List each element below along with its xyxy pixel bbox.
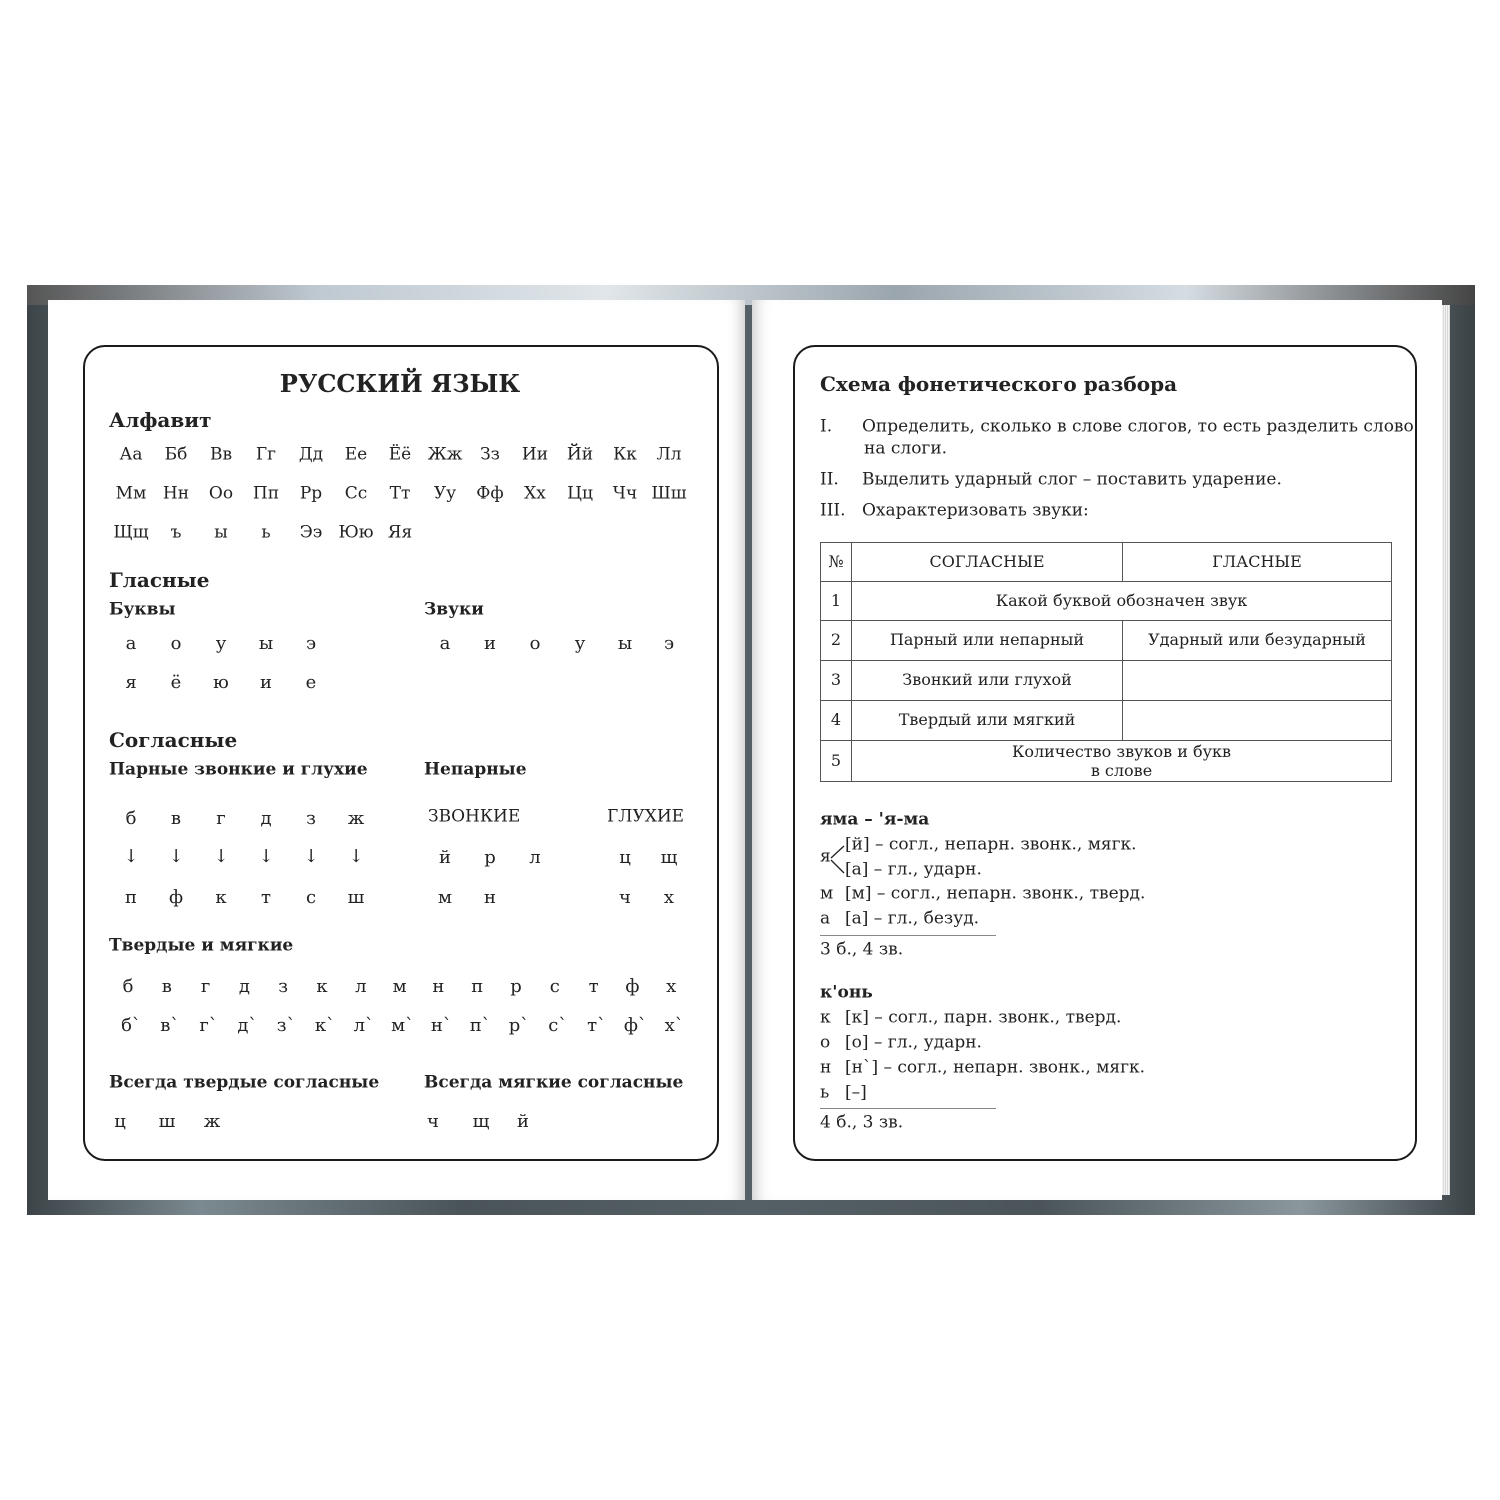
paired-voiced-letter: б <box>125 808 137 829</box>
hard-consonant: к <box>316 976 328 997</box>
example-2-letter: ь <box>820 1082 830 1103</box>
example-1-letter: а <box>820 908 831 929</box>
left-frame <box>83 345 719 1161</box>
table-row <box>821 661 1392 701</box>
always-soft-letter: ч <box>427 1111 439 1132</box>
always-soft-letter: щ <box>472 1111 490 1132</box>
hard-consonant: с <box>549 976 560 997</box>
step-1-text: Определить, сколько в слове слогов, то есть разделить слово <box>862 416 1414 437</box>
alphabet-letter: Оо <box>208 483 234 504</box>
paired-voiceless-letter: с <box>305 887 317 908</box>
always-soft-letter: й <box>517 1111 529 1132</box>
vowel-letter: ы <box>258 633 274 654</box>
divider <box>820 1108 996 1109</box>
alphabet-letter: Лл <box>656 444 682 465</box>
table-cell <box>852 741 1392 782</box>
unpaired-voiced-letter: л <box>529 847 541 868</box>
example-2-title: к'онь <box>820 982 873 1003</box>
branch-icon <box>830 843 846 877</box>
row-number: 2 <box>821 621 852 661</box>
table-header-row <box>821 543 1392 582</box>
alphabet-letter: Фф <box>476 483 504 504</box>
step-1-text-cont: на слоги. <box>864 438 948 459</box>
consonants-heading: Согласные <box>109 728 238 752</box>
alphabet-letter: Нн <box>162 483 190 504</box>
hard-consonant: н <box>432 976 445 997</box>
header-vowels: ГЛАСНЫЕ <box>1123 543 1392 582</box>
step-3-number: III. <box>820 500 846 521</box>
table-cell-line: в слове <box>1090 761 1153 780</box>
alphabet-letter: Гг <box>255 444 277 465</box>
soft-consonant: х` <box>664 1015 684 1036</box>
table-cell <box>1123 701 1392 741</box>
unpaired-voiced-letter: н <box>484 887 496 908</box>
alphabet-letter: ъ <box>170 522 182 543</box>
example-1-letter: м <box>820 883 834 904</box>
soft-consonant: н` <box>430 1015 452 1036</box>
alphabet-letter: Юю <box>338 522 374 543</box>
unpaired-label: Непарные <box>424 759 527 780</box>
header-number: № <box>821 543 852 582</box>
soft-consonant: т` <box>587 1015 607 1036</box>
table-row <box>821 741 1392 782</box>
soft-consonant: п` <box>469 1015 491 1036</box>
soft-consonant: б` <box>121 1015 141 1036</box>
vowel-sounds-label: Звуки <box>424 599 484 620</box>
example-2-letter: о <box>820 1032 831 1053</box>
paired-voiced-letter: г <box>216 808 226 829</box>
vowel-letter: э <box>305 633 317 654</box>
vowel-sound: э <box>663 633 675 654</box>
example-1-ya-sound-1: [й] – согл., непарн. звонк., мягк. <box>845 834 1137 855</box>
table-cell <box>1123 661 1392 701</box>
arrow-down-icon: ↓ <box>213 846 229 867</box>
alphabet-letter: Яя <box>387 522 413 543</box>
unpaired-voiceless-label: ГЛУХИЕ <box>607 806 685 827</box>
table-cell: Какой буквой обозначен звук <box>852 582 1392 621</box>
example-1-total: 3 б., 4 зв. <box>820 939 904 960</box>
vowel-letter: е <box>305 672 317 693</box>
alphabet-letter: Уу <box>433 483 457 504</box>
alphabet-letter: Ээ <box>299 522 323 543</box>
arrow-down-icon: ↓ <box>303 846 319 867</box>
alphabet-letter: Сс <box>344 483 368 504</box>
table-cell: Звонкий или глухой <box>852 661 1123 701</box>
soft-consonant: л` <box>353 1015 375 1036</box>
always-hard-label: Всегда твердые согласные <box>109 1072 380 1093</box>
unpaired-voiceless-letter: щ <box>660 847 678 868</box>
alphabet-letter: ы <box>214 522 228 543</box>
paired-voiceless-letter: т <box>261 887 271 908</box>
alphabet-letter: Шш <box>651 483 687 504</box>
hard-consonant: л <box>355 976 367 997</box>
table-row <box>821 621 1392 661</box>
table-cell-line: Количество звуков и букв <box>1011 741 1232 761</box>
alphabet-letter: Ёё <box>388 444 412 465</box>
vowel-letter: ё <box>170 672 182 693</box>
hard-consonant: м <box>392 976 407 997</box>
hard-soft-label: Твердые и мягкие <box>109 935 294 956</box>
alphabet-letter: Рр <box>299 483 323 504</box>
example-2-letter: к <box>820 1007 831 1028</box>
soft-consonant: к` <box>314 1015 336 1036</box>
alphabet-letter: Щщ <box>113 522 149 543</box>
hard-consonant: г <box>200 976 211 997</box>
example-1-ya-sound-2: [а] – гл., ударн. <box>845 859 982 880</box>
alphabet-letter: ь <box>261 522 271 543</box>
example-1-sound: [а] – гл., безуд. <box>845 908 980 929</box>
unpaired-voiceless-letter: ч <box>619 887 631 908</box>
example-2-letter: н <box>820 1057 832 1078</box>
soft-consonant: ф` <box>623 1015 647 1036</box>
alphabet-letter: Жж <box>427 444 463 465</box>
alphabet-heading: Алфавит <box>109 408 212 432</box>
vowel-letters-label: Буквы <box>109 599 176 620</box>
always-soft-label: Всегда мягкие согласные <box>424 1072 684 1093</box>
paired-voiceless-letter: п <box>125 887 137 908</box>
alphabet-letter: Дд <box>298 444 324 465</box>
hard-consonant: п <box>471 976 484 997</box>
row-number: 1 <box>821 582 852 621</box>
step-1-number: I. <box>820 416 833 437</box>
always-hard-letter: ж <box>203 1111 221 1132</box>
hard-consonant: в <box>161 976 172 997</box>
vowel-letter: ю <box>213 672 229 693</box>
unpaired-voiced-letter: р <box>484 847 496 868</box>
vowel-letter: я <box>125 672 137 693</box>
alphabet-letter: Кк <box>613 444 637 465</box>
hard-consonant: х <box>666 976 677 997</box>
table-cell: Твердый или мягкий <box>852 701 1123 741</box>
always-hard-letter: ш <box>158 1111 176 1132</box>
soft-consonant: с` <box>548 1015 568 1036</box>
hard-consonant: р <box>510 976 522 997</box>
vowel-sound: о <box>529 633 541 654</box>
header-consonants: СОГЛАСНЫЕ <box>852 543 1123 582</box>
example-2-sound: [–] <box>845 1082 867 1103</box>
alphabet-letter: Тт <box>389 483 411 504</box>
arrow-down-icon: ↓ <box>348 846 364 867</box>
table-cell: Ударный или безударный <box>1123 621 1392 661</box>
vowel-sound: и <box>484 633 496 654</box>
example-1-sound: [м] – согл., непарн. звонк., тверд. <box>845 883 1146 904</box>
table-cell: Парный или непарный <box>852 621 1123 661</box>
arrow-down-icon: ↓ <box>168 846 184 867</box>
alphabet-letter: Пп <box>252 483 280 504</box>
soft-consonant: г` <box>199 1015 218 1036</box>
phonetic-table <box>820 542 1392 782</box>
soft-consonant: р` <box>508 1015 530 1036</box>
alphabet-letter: Хх <box>524 483 546 504</box>
paired-label: Парные звонкие и глухие <box>109 759 368 780</box>
step-2-text: Выделить ударный слог – поставить ударение. <box>862 469 1282 490</box>
arrow-down-icon: ↓ <box>123 846 139 867</box>
alphabet-letter: Зз <box>480 444 500 465</box>
alphabet-letter: Мм <box>115 483 147 504</box>
alphabet-letter: Цц <box>567 483 593 504</box>
unpaired-voiced-letter: м <box>437 887 453 908</box>
paired-voiced-letter: з <box>306 808 316 829</box>
page-edges <box>1442 305 1450 1195</box>
vowel-letter: о <box>170 633 182 654</box>
hard-consonant: т <box>588 976 599 997</box>
unpaired-voiced-label: ЗВОНКИЕ <box>428 806 521 827</box>
alphabet-letter: Ии <box>521 444 549 465</box>
hard-consonant: д <box>238 976 250 997</box>
vowels-heading: Гласные <box>109 568 210 592</box>
row-number: 4 <box>821 701 852 741</box>
row-number: 5 <box>821 741 852 782</box>
alphabet-letter: Ее <box>344 444 368 465</box>
soft-consonant: в` <box>160 1015 180 1036</box>
paired-voiced-letter: в <box>170 808 182 829</box>
vowel-sound: у <box>574 633 586 654</box>
example-2-sound: [о] – гл., ударн. <box>845 1032 982 1053</box>
page-title: РУССКИЙ ЯЗЫК <box>279 369 521 398</box>
step-2-number: II. <box>820 469 839 490</box>
hard-consonant: ф <box>625 976 640 997</box>
alphabet-letter: Чч <box>612 483 638 504</box>
paired-voiceless-letter: к <box>215 887 227 908</box>
example-2-sound: [к] – согл., парн. звонк., тверд. <box>845 1007 1122 1028</box>
vowel-letter: а <box>125 633 137 654</box>
row-number: 3 <box>821 661 852 701</box>
vowel-sound: ы <box>617 633 633 654</box>
phonetic-scheme-title: Схема фонетического разбора <box>820 372 1178 396</box>
paired-voiceless-letter: ш <box>347 887 365 908</box>
alphabet-letter: Бб <box>164 444 188 465</box>
paired-voiced-letter: ж <box>347 808 365 829</box>
soft-consonant: м` <box>391 1015 415 1036</box>
table-row <box>821 582 1392 621</box>
unpaired-voiceless-letter: ц <box>619 847 631 868</box>
example-1-title: яма – 'я-ма <box>820 809 930 830</box>
always-hard-letter: ц <box>114 1111 126 1132</box>
alphabet-letter: Йй <box>566 444 594 465</box>
hard-consonant: з <box>278 976 289 997</box>
example-1-letter-ya: я <box>820 846 831 867</box>
arrow-down-icon: ↓ <box>258 846 274 867</box>
vowel-letter: у <box>215 633 227 654</box>
soft-consonant: з` <box>276 1015 296 1036</box>
vowel-sound: а <box>439 633 451 654</box>
paired-voiced-letter: д <box>260 808 272 829</box>
unpaired-voiced-letter: й <box>439 847 451 868</box>
table-row <box>821 701 1392 741</box>
vowel-letter: и <box>260 672 272 693</box>
divider <box>820 935 996 936</box>
hard-consonant: б <box>122 976 134 997</box>
example-2-total: 4 б., 3 зв. <box>820 1112 904 1133</box>
alphabet-letter: Вв <box>209 444 233 465</box>
unpaired-voiceless-letter: х <box>663 887 675 908</box>
step-3-text: Охарактеризовать звуки: <box>862 500 1089 521</box>
example-2-sound: [н`] – согл., непарн. звонк., мягк. <box>845 1057 1146 1078</box>
paired-voiceless-letter: ф <box>168 887 184 908</box>
alphabet-letter: Аа <box>119 444 143 465</box>
soft-consonant: д` <box>237 1015 258 1036</box>
